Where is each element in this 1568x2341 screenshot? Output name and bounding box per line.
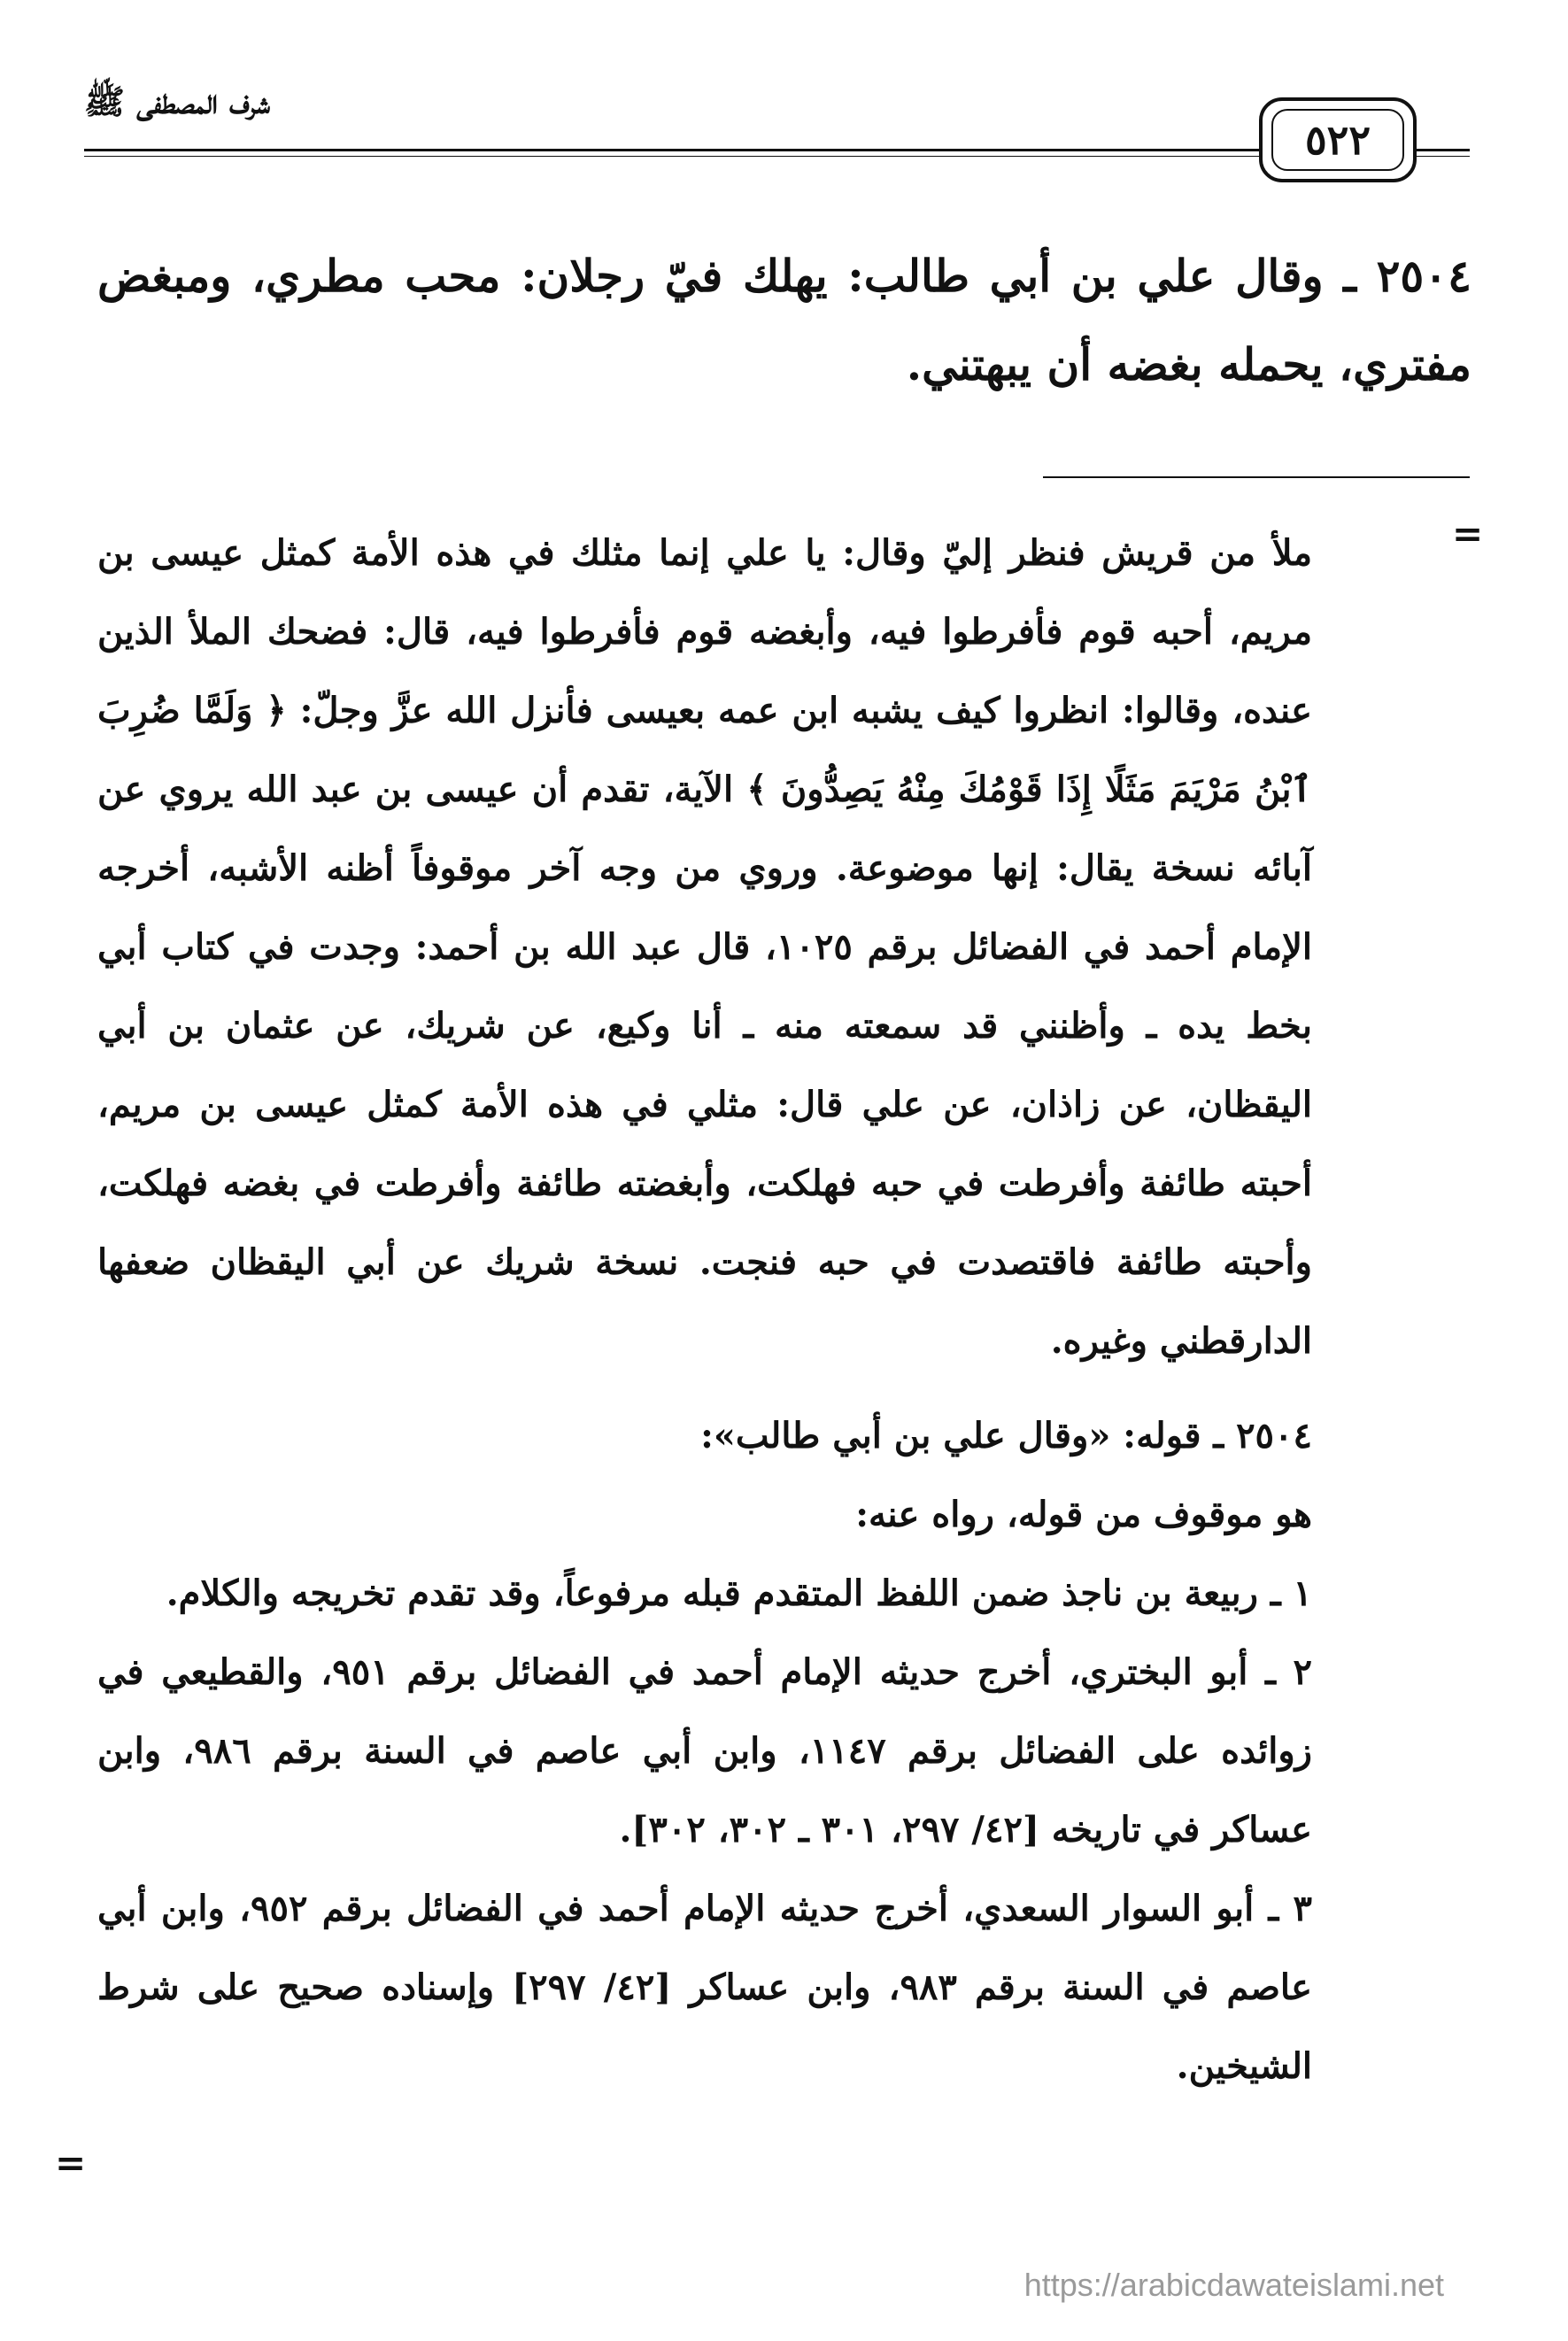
footnote-continuation-mark: = [1452, 512, 1484, 555]
footnotes [97, 514, 1312, 2105]
running-title: شرف المصطفى ﷺ [84, 81, 270, 121]
footnote-entry-heading: ٢٥٠٤ ـ قوله: «وقال علي بن أبي طالب»: [700, 1415, 1312, 1456]
header-rule-right-thin [1417, 156, 1470, 157]
main-paragraph: ٢٥٠٤ ـ وقال علي بن أبي طالب: يهلك فيّ رجلان: محب مطري، ومبغض مفتري، يحمله بغضه أن يبهتني. [97, 250, 1471, 390]
footnote-item: ١ ـ ربيعة بن ناجذ ضمن اللفظ المتقدم قبله مرفوعاً، وقد تقدم تخريجه والكلام. [166, 1572, 1312, 1614]
footnote-item: ٣ ـ أبو السوار السعدي، أخرج حديثه الإمام أحمد في الفضائل برقم ٩٥٢، وابن أبي عاصم في السنة برقم ٩٨٣، وابن عساكر [٤٢/ ٢٩٧] وإسناده صحيح على شرط الشيخين. [97, 1888, 1313, 2087]
page-number: ٥٢٢ [1271, 109, 1404, 171]
footnote-item: ٢ ـ أبو البختري، أخرج حديثه الإمام أحمد في الفضائل برقم ٩٥١، والقطيعي في زوائده على الفضائل برقم ١١٤٧، وابن أبي عاصم في السنة برقم ٩٨٦، وابن عساكر في تاريخه [٤٢/ ٢٩٧، ٣٠١ ـ ٣٠٢، ٣٠٢]. [97, 1651, 1313, 1850]
page-continuation-mark: = [55, 2141, 87, 2184]
watermark-url: https://arabicdawateislami.net [1023, 2267, 1444, 2303]
main-text [97, 232, 1471, 409]
header-rule-right [1417, 149, 1470, 151]
footnote-continued-text: ملأ من قريش فنظر إليّ وقال: يا علي إنما مثلك في هذه الأمة كمثل عيسى بن مريم، أحبه قوم فأفرطوا فيه، وأبغضه قوم فأفرطوا فيه، قال: فضحك الملأ الذين عنده، وقالوا: انظروا كيف يشبه ابن عمه بعيسى فأنزل الله عزَّ وجلّ: ﴿ وَلَمَّا ضُرِبَ ٱبْنُ مَرْيَمَ مَثَلًا إِذَا قَوْمُكَ مِنْهُ يَصِدُّونَ ﴾ الآية، تقدم أن عيسى بن عبد الله يروي عن آبائه نسخة يقال: إنها موضوعة. وروي من وجه آخر موقوفاً أظنه الأشبه، أخرجه الإمام أحمد في الفضائل برقم ١٠٢٥، قال عبد الله بن أحمد: وجدت في كتاب أبي بخط يده ـ وأظنني قد سمعته منه ـ أنا وكيع، عن شريك، عن عثمان بن أبي اليقظان، عن زاذان، عن علي قال: مثلي في هذه الأمة كمثل عيسى بن مريم، أحبته طائفة وأفرطت في حبه فهلكت، وأبغضته طائفة وأفرطت في بغضه فهلكت، وأحبته طائفة فاقتصدت في حبه فنجت. نسخة شريك عن أبي اليقظان ضعفها الدارقطني وغيره. [97, 532, 1312, 1362]
header-rule [84, 149, 1262, 151]
footnote-separator [1043, 476, 1470, 478]
page-number-frame [1259, 97, 1417, 182]
header-rule-thin [84, 156, 1262, 157]
footnote-intro: هو موقوف من قوله، رواه عنه: [855, 1494, 1312, 1535]
